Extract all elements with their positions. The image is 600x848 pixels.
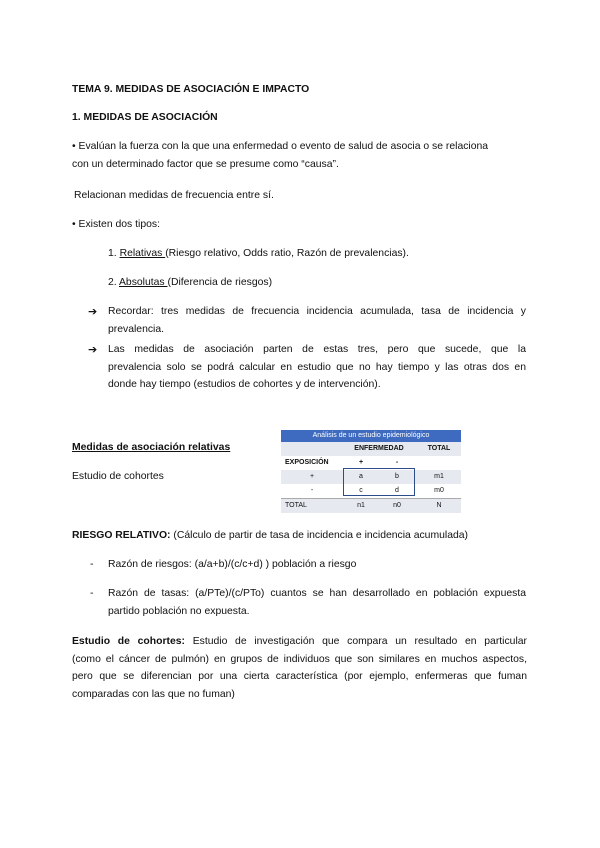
table-cell: + [309,473,315,480]
riesgo-relativo-label: RIESGO RELATIVO: [72,530,171,541]
paragraph-line: prevalencia. [108,323,165,335]
table-header-row [281,442,461,456]
arrow-right-icon: ➔ [88,344,98,356]
list-item-text: (Diferencia de riesgos) [167,277,273,288]
table-cell-highlight-box [343,468,415,496]
section-heading-medidas: 1. MEDIDAS DE ASOCIACIÓN [72,112,218,123]
absolutas-link[interactable]: Absolutas [118,277,168,288]
list-item-relativas [108,246,409,262]
cohortes-text: Estudio de investigación que compara un resultado en particular [184,636,527,647]
table-cell: ENFERMEDAD [354,445,404,452]
dash-bullet: - [90,588,94,599]
table-caption: Análisis de un estudio epidemiológico [281,430,461,442]
table-cell: c [359,487,363,494]
label-estudio-cohortes: Estudio de cohortes [72,471,164,482]
table-cell: TOTAL [285,502,307,509]
paragraph-line: Razón de tasas: (a/PTe)/(c/PTo) cuantos se han desarrollado en población expuesta [108,588,526,599]
paragraph-riesgo-relativo [72,528,468,544]
paragraph-estudio-cohortes [72,634,527,702]
paragraph-line: comparadas con las que no fuman) [72,688,235,700]
table-total-row [281,498,461,513]
list-item-text: (Riesgo relativo, Odds ratio, Razón de prevalencias). [165,248,409,259]
paragraph-line: con un determinado factor que se presume como “causa”. [72,158,339,170]
table-cell: n0 [393,502,401,509]
paragraph-recordar [108,304,526,337]
table-cell: TOTAL [427,445,451,452]
list-number: 2. [108,277,119,288]
table-cell: EXPOSICIÓN [285,459,329,466]
paragraph-line: Las medidas de asociación parten de estas tres, pero que sucede, que la [108,344,526,355]
paragraph-line: Recordar: tres medidas de frecuencia incidencia acumulada, tasa de incidencia y [108,306,526,317]
cohortes-label: Estudio de cohortes: [72,636,185,647]
list-number: 1. [108,248,120,259]
table-cell: a [359,473,363,480]
table-cell [421,456,457,470]
document-title: TEMA 9. MEDIDAS DE ASOCIACIÓN E IMPACTO [72,84,310,95]
table-cell: d [395,487,399,494]
table-cell: m0 [434,487,444,494]
paragraph-line: • Evalúan la fuerza con la que una enfermedad o evento de salud de asocia o se relaciona [72,141,489,152]
subheading-medidas-relativas: Medidas de asociación relativas [72,442,231,453]
paragraph-line: prevalencia solo se podrá calcular en estudio que no hay tiempo y las otras dos en [108,361,526,373]
table-cell: n1 [357,502,365,509]
paragraph-medidas-parten [108,342,526,393]
riesgo-relativo-text: (Cálculo de partir de tasa de incidencia e incidencia acumulada) [170,530,468,541]
paragraph-relacionan: Relacionan medidas de frecuencia entre sí. [74,190,274,201]
table-cell: N [436,502,442,509]
table-cell: b [395,473,399,480]
paragraph-line: partido población no expuesta. [108,605,250,617]
paragraph-line: donde hay tiempo (estudios de cohortes y de intervención). [108,379,381,391]
paragraph-razon-tasas [108,586,526,619]
dash-bullet: - [90,559,94,570]
table-cell: - [310,487,314,494]
paragraph-existen: • Existen dos tipos: [72,219,160,230]
epidemiological-table [281,430,461,513]
paragraph-line: pero que se diferencian por una cierta característica (por ejemplo, enfermeras que fuman [72,671,527,683]
list-item-absolutas [108,275,272,291]
table-cell: - [395,459,399,466]
paragraph-line: (como el cáncer de pulmón) en grupos de individuos que son similares en muchos aspectos, [72,653,527,665]
table-cell: m1 [434,473,444,480]
paragraph-line [72,634,527,650]
relativas-link[interactable]: Relativas [119,248,166,259]
arrow-right-icon: ➔ [88,306,98,318]
table-cell: + [358,459,364,466]
paragraph-razon-riesgos: Razón de riesgos: (a/a+b)/(c/c+d) ) población a riesgo [108,559,357,570]
paragraph-evaluan [72,139,527,172]
